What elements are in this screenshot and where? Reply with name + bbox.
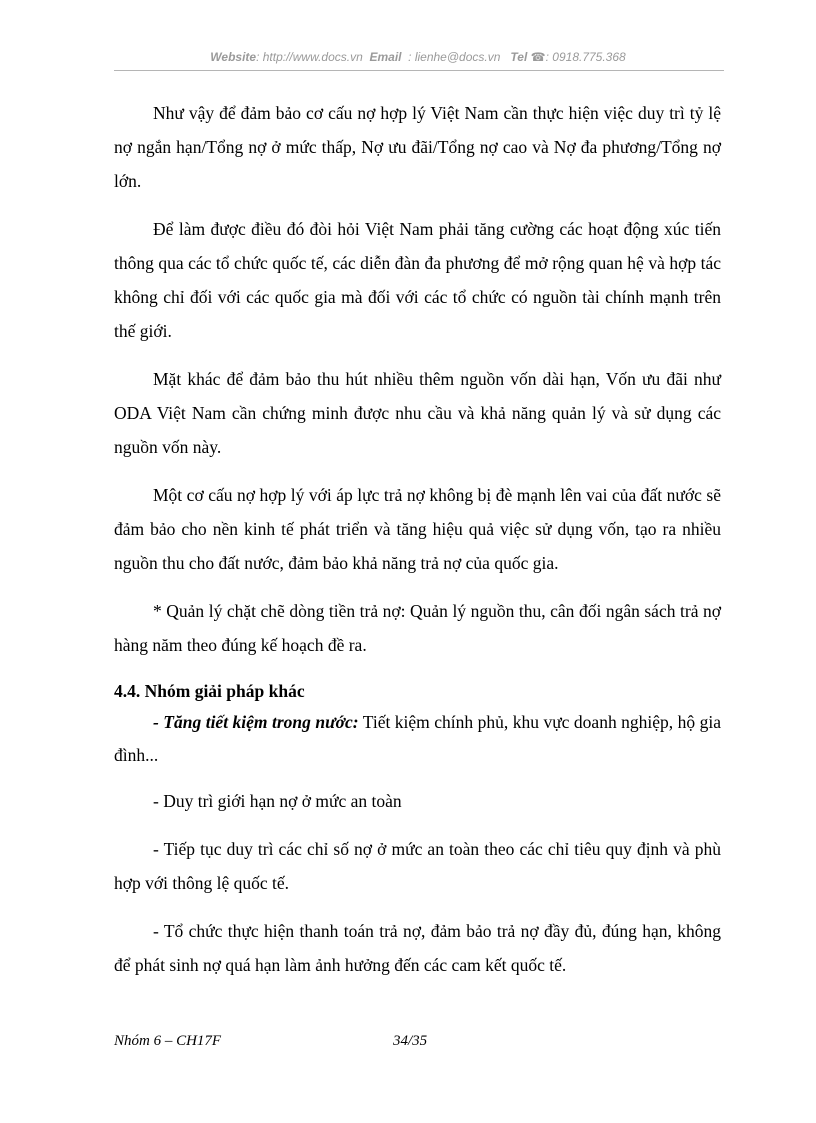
tel-label: Tel [510, 50, 528, 64]
paragraph-repayment: - Tổ chức thực hiện thanh toán trả nợ, đảm bảo trả nợ đầy đủ, đúng hạn, không để phát sinh nợ quá hạn làm ảnh hưởng đến các cam kết quốc tế. [114, 921, 721, 975]
paragraph-domestic-saving [114, 706, 721, 772]
email-label: Email [369, 50, 402, 64]
page-content [114, 96, 721, 996]
email-value: : lienhe@docs.vn [404, 50, 501, 64]
page-header [114, 50, 722, 64]
header-divider [114, 70, 724, 71]
paragraph-reasonable-structure: Một cơ cấu nợ hợp lý với áp lực trả nợ không bị đè mạnh lên vai của đất nước sẽ đảm bảo cho nền kinh tế phát triển và tăng hiệu quả việc sử dụng vốn, tạo ra nhiều nguồn thu cho đất nước, đảm bảo khả năng trả nợ của quốc gia. [114, 485, 721, 573]
paragraph-long-term-capital: Mặt khác để đảm bảo thu hút nhiều thêm nguồn vốn dài hạn, Vốn ưu đãi như ODA Việt Nam cần chứng minh được nhu cầu và khả năng quản lý và sử dụng các nguồn vốn này. [114, 369, 721, 457]
domestic-saving-label: - Tăng tiết kiệm trong nước: [153, 712, 359, 732]
paragraph-debt-structure: Như vậy để đảm bảo cơ cấu nợ hợp lý Việt Nam cần thực hiện việc duy trì tỷ lệ nợ ngắn hạn/Tổng nợ ở mức thấp, Nợ ưu đãi/Tổng nợ cao và Nợ đa phương/Tổng nợ lớn. [114, 103, 721, 191]
paragraph-debt-limit: - Duy trì giới hạn nợ ở mức an toàn [153, 791, 402, 811]
tel-value: : 0918.775.368 [545, 50, 626, 64]
footer-group: Nhóm 6 – CH17F [114, 1033, 222, 1049]
website-value: : http://www.docs.vn [256, 50, 363, 64]
page-number: 34/35 [393, 1033, 428, 1049]
phone-icon: ☎ [530, 50, 546, 64]
domestic-saving-text: Tiết kiệm chính phủ, khu vực doanh nghiệp, hộ gia đình... [114, 712, 722, 765]
paragraph-cash-flow: * Quản lý chặt chẽ dòng tiền trả nợ: Quản lý nguồn thu, cân đối ngân sách trả nợ hàng năm theo đúng kế hoạch đề ra. [114, 601, 721, 655]
section-heading: 4.4. Nhóm giải pháp khác [114, 681, 305, 701]
paragraph-promotion: Để làm được điều đó đòi hỏi Việt Nam phải tăng cường các hoạt động xúc tiến thông qua các tổ chức quốc tế, các diễn đàn đa phương để mở rộng quan hệ và hợp tác không chỉ đối với các quốc gia mà đối với các tổ chức có nguồn tài chính mạnh trên thế giới. [114, 219, 721, 341]
paragraph-safety-indicators: - Tiếp tục duy trì các chỉ số nợ ở mức an toàn theo các chỉ tiêu quy định và phù hợp với thông lệ quốc tế. [114, 839, 721, 893]
website-label: Website [210, 50, 257, 64]
